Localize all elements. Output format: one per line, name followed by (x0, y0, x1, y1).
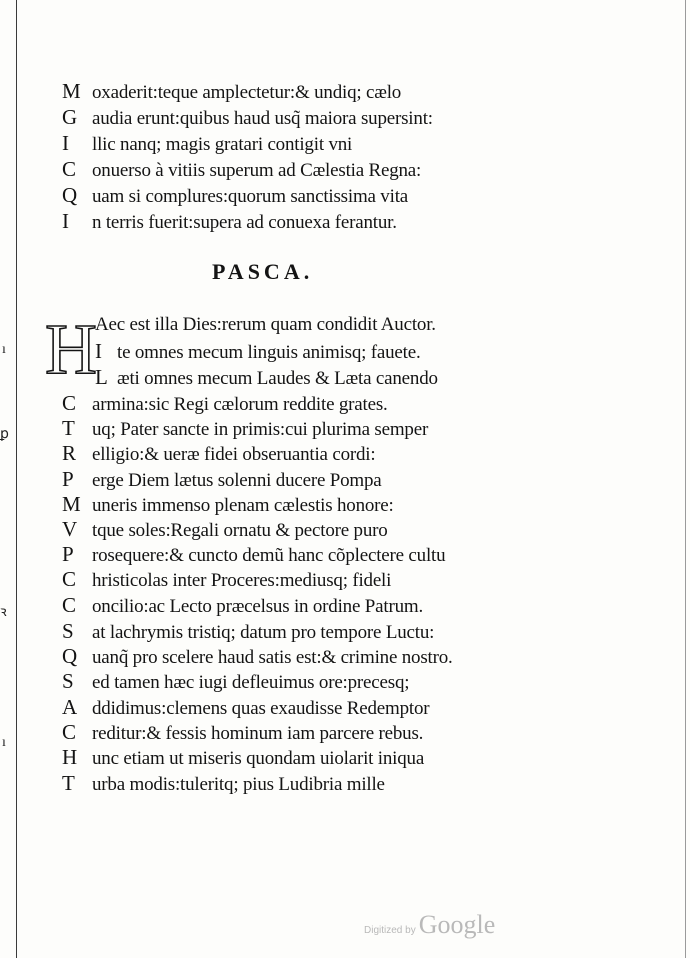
verse-initial: T (62, 771, 75, 795)
verse-initial: H (62, 745, 77, 769)
margin-mark: ı (2, 735, 6, 750)
verse-line (62, 132, 352, 156)
verse-initial: T (62, 416, 75, 440)
verse-initial: P (62, 542, 74, 566)
verse-line (62, 594, 423, 618)
verse-text: uq; Pater sancte in primis:cui plurima semper (92, 419, 429, 440)
verse-initial: C (62, 391, 76, 415)
verse-line (62, 670, 409, 694)
verse-initial: C (62, 567, 76, 591)
verse-line (62, 392, 388, 416)
verse-line (62, 543, 445, 567)
verse-initial: Q (62, 644, 77, 668)
verse-text: ddidimus:clemens quas exaudisse Redemptor (92, 698, 430, 719)
verse-text: rosequere:& cuncto demũ hanc cõplectere cultu (92, 545, 446, 566)
verse-text: uanq̃ pro scelere haud satis est:& crimine nostro. (92, 647, 453, 668)
verse-line (62, 518, 388, 542)
margin-mark: ꝛ (0, 605, 7, 620)
verse-text: hristicolas inter Proceres:mediusq; fideli (92, 570, 392, 591)
verse-line (62, 645, 453, 669)
verse-text: oxaderit:teque amplectetur:& undiq; cælo (92, 82, 402, 103)
verse-text: reditur:& fessis hominum iam parcere rebus. (92, 723, 424, 744)
watermark-brand: Google (418, 910, 496, 939)
verse-text: tque soles:Regali ornatu & pectore puro (92, 520, 388, 541)
verse-text: at lachrymis tristiq; datum pro tempore Luctu: (92, 622, 435, 643)
verse-line (62, 772, 385, 796)
verse-line (62, 493, 394, 517)
verse-initial: I (62, 209, 69, 233)
page-edge-left (16, 0, 17, 958)
verse-line (62, 184, 408, 208)
verse-initial: C (62, 593, 76, 617)
verse-line (62, 210, 397, 234)
margin-mark: ı (2, 342, 6, 357)
verse-initial: R (62, 441, 76, 465)
verse-line (62, 568, 391, 592)
verse-initial: M (62, 79, 81, 103)
margin-mark: ꝑ (0, 427, 9, 442)
large-initial: H (45, 309, 97, 389)
verse-initial: I (95, 339, 102, 363)
verse-line (62, 417, 428, 441)
watermark-prefix: Digitized by (364, 925, 416, 936)
verse-text: te omnes mecum linguis animisq; fauete. (117, 342, 421, 363)
verse-line (62, 468, 382, 492)
verse-line (62, 80, 401, 104)
verse-text: oncilio:ac Lecto præcelsus in ordine Patrum. (92, 596, 424, 617)
verse-initial: I (62, 131, 69, 155)
verse-line (62, 106, 433, 130)
verse-line (62, 442, 375, 466)
verse-line (62, 746, 424, 770)
verse-line (95, 340, 421, 364)
verse-initial: M (62, 492, 81, 516)
verse-text: elligio:& ueræ fidei obseruantia cordi: (92, 444, 376, 465)
verse-text: llic nanq; magis gratari contigit vni (92, 134, 353, 155)
verse-line (62, 721, 423, 745)
digitized-watermark (364, 910, 495, 940)
verse-text: uam si complures:quorum sanctissima vita (92, 186, 409, 207)
verse-line (62, 158, 421, 182)
verse-initial: V (62, 517, 77, 541)
verse-text: Aec est illa Dies:rerum quam condidit Auctor. (95, 314, 436, 335)
verse-line (62, 696, 429, 720)
verse-initial: P (62, 467, 74, 491)
verse-line (95, 314, 436, 336)
verse-text: æti omnes mecum Laudes & Læta canendo (117, 368, 438, 389)
verse-text: audia erunt:quibus haud usq̃ maiora supersint: (92, 108, 433, 129)
verse-initial: C (62, 720, 76, 744)
verse-initial: S (62, 619, 74, 643)
verse-text: unc etiam ut miseris quondam uiolarit iniqua (92, 748, 425, 769)
verse-initial: A (62, 695, 77, 719)
verse-text: onuerso à vitiis superum ad Cælestia Regna: (92, 160, 422, 181)
verse-initial: S (62, 669, 74, 693)
verse-initial: L (95, 365, 108, 389)
verse-text: erge Diem lætus solenni ducere Pompa (92, 470, 382, 491)
section-title: PASCA. (212, 259, 314, 284)
verse-initial: C (62, 157, 76, 181)
verse-text: ed tamen hæc iugi defleuimus ore:precesq; (92, 672, 410, 693)
page-edge-right (685, 0, 686, 958)
verse-initial: G (62, 105, 77, 129)
verse-line (95, 366, 438, 390)
verse-text: n terris fuerit:supera ad conuexa ferantur. (92, 212, 397, 233)
verse-text: armina:sic Regi cælorum reddite grates. (92, 394, 388, 415)
verse-initial: Q (62, 183, 77, 207)
verse-line (62, 620, 434, 644)
verse-text: uneris immenso plenam cælestis honore: (92, 495, 394, 516)
verse-text: urba modis:tuleritq; pius Ludibria mille (92, 774, 385, 795)
